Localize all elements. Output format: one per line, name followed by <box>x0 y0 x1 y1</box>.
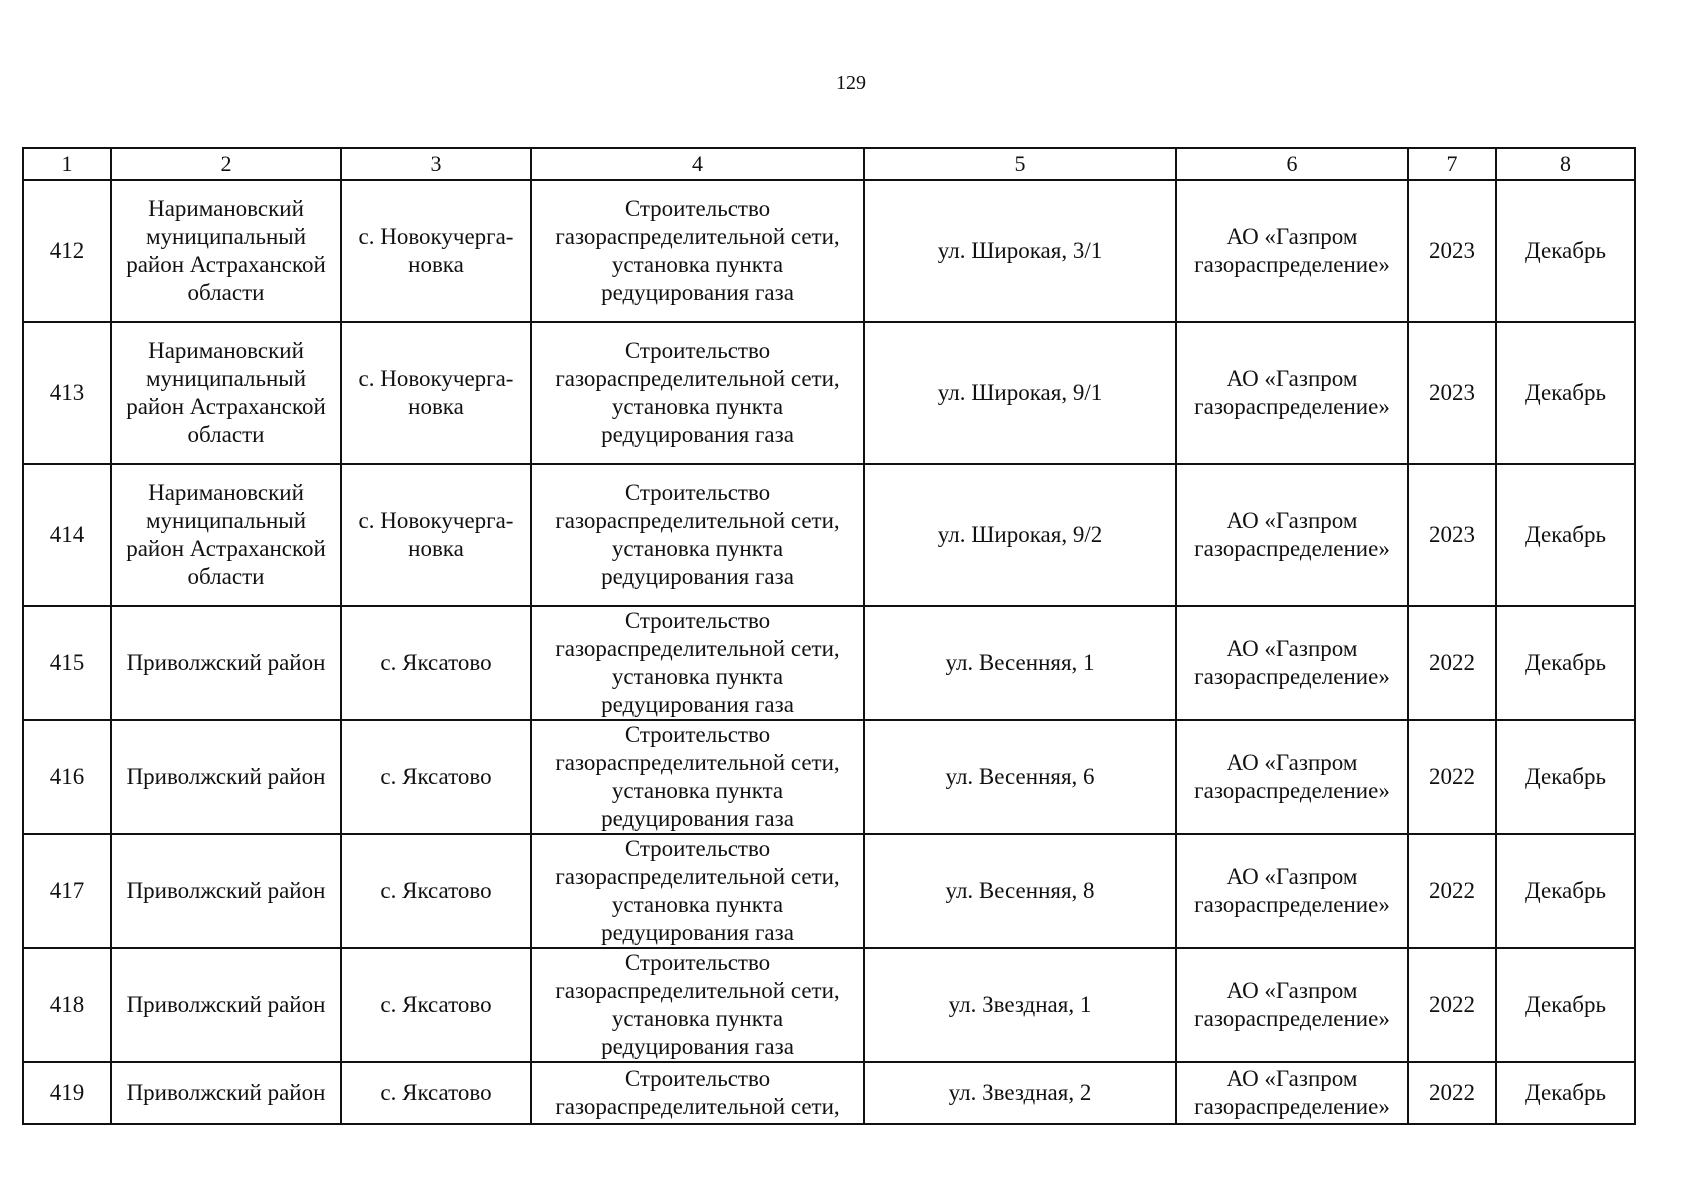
district-cell: Приволжский район <box>111 720 341 834</box>
column-header: 4 <box>531 148 864 180</box>
year-cell: 2022 <box>1408 720 1496 834</box>
table-row <box>23 322 1635 464</box>
column-header: 3 <box>341 148 531 180</box>
year-cell: 2022 <box>1408 834 1496 948</box>
address-cell: ул. Весенняя, 8 <box>864 834 1176 948</box>
organization-cell: АО «Газпром газораспределение» <box>1176 720 1408 834</box>
settlement-cell: с. Яксатово <box>341 948 531 1062</box>
row-number: 418 <box>23 948 111 1062</box>
table-row <box>23 720 1635 834</box>
row-number: 412 <box>23 180 111 322</box>
year-cell: 2023 <box>1408 464 1496 606</box>
address-cell: ул. Широкая, 9/1 <box>864 322 1176 464</box>
address-cell: ул. Весенняя, 6 <box>864 720 1176 834</box>
row-number: 415 <box>23 606 111 720</box>
organization-cell: АО «Газпром газораспределение» <box>1176 180 1408 322</box>
year-cell: 2023 <box>1408 322 1496 464</box>
address-cell: ул. Звездная, 1 <box>864 948 1176 1062</box>
month-cell: Декабрь <box>1496 720 1635 834</box>
year-cell: 2023 <box>1408 180 1496 322</box>
work-cell: Строительство газораспределительной сети, установка пункта редуцирования газа <box>531 948 864 1062</box>
settlement-cell: с. Яксатово <box>341 720 531 834</box>
organization-cell: АО «Газпром газораспределение» <box>1176 1062 1408 1124</box>
organization-cell: АО «Газпром газораспределение» <box>1176 834 1408 948</box>
year-cell: 2022 <box>1408 1062 1496 1124</box>
work-schedule-table <box>22 147 1636 1125</box>
month-cell: Декабрь <box>1496 606 1635 720</box>
district-cell: Приволжский район <box>111 606 341 720</box>
row-number: 417 <box>23 834 111 948</box>
table-row <box>23 464 1635 606</box>
address-cell: ул. Широкая, 9/2 <box>864 464 1176 606</box>
settlement-cell: с. Яксатово <box>341 1062 531 1124</box>
table-row <box>23 834 1635 948</box>
work-cell: Строительство газораспределительной сети, установка пункта редуцирования газа <box>531 180 864 322</box>
organization-cell: АО «Газпром газораспределение» <box>1176 464 1408 606</box>
month-cell: Декабрь <box>1496 322 1635 464</box>
work-cell: Строительство газораспределительной сети, установка пункта редуцирования газа <box>531 322 864 464</box>
work-cell: Строительство газораспределительной сети, <box>531 1062 864 1124</box>
column-header: 8 <box>1496 148 1635 180</box>
table-row <box>23 948 1635 1062</box>
table-row <box>23 606 1635 720</box>
district-cell: Приволжский район <box>111 834 341 948</box>
address-cell: ул. Звездная, 2 <box>864 1062 1176 1124</box>
row-number: 414 <box>23 464 111 606</box>
table-row <box>23 180 1635 322</box>
table-row <box>23 1062 1635 1124</box>
address-cell: ул. Весенняя, 1 <box>864 606 1176 720</box>
work-cell: Строительство газораспределительной сети, установка пункта редуцирования газа <box>531 834 864 948</box>
column-number-row <box>23 148 1635 180</box>
settlement-cell: с. Новокучерга-новка <box>341 180 531 322</box>
month-cell: Декабрь <box>1496 180 1635 322</box>
district-cell: Приволжский район <box>111 948 341 1062</box>
district-cell: Наримановский муниципальный район Астраханской области <box>111 180 341 322</box>
settlement-cell: с. Яксатово <box>341 606 531 720</box>
organization-cell: АО «Газпром газораспределение» <box>1176 322 1408 464</box>
month-cell: Декабрь <box>1496 834 1635 948</box>
organization-cell: АО «Газпром газораспределение» <box>1176 606 1408 720</box>
organization-cell: АО «Газпром газораспределение» <box>1176 948 1408 1062</box>
column-header: 7 <box>1408 148 1496 180</box>
row-number: 416 <box>23 720 111 834</box>
page-number: 129 <box>836 72 866 94</box>
settlement-cell: с. Яксатово <box>341 834 531 948</box>
month-cell: Декабрь <box>1496 948 1635 1062</box>
settlement-cell: с. Новокучерга-новка <box>341 322 531 464</box>
district-cell: Приволжский район <box>111 1062 341 1124</box>
year-cell: 2022 <box>1408 948 1496 1062</box>
column-header: 2 <box>111 148 341 180</box>
column-header: 1 <box>23 148 111 180</box>
work-cell: Строительство газораспределительной сети, установка пункта редуцирования газа <box>531 720 864 834</box>
district-cell: Наримановский муниципальный район Астраханской области <box>111 464 341 606</box>
column-header: 6 <box>1176 148 1408 180</box>
column-header: 5 <box>864 148 1176 180</box>
row-number: 419 <box>23 1062 111 1124</box>
district-cell: Наримановский муниципальный район Астраханской области <box>111 322 341 464</box>
work-cell: Строительство газораспределительной сети, установка пункта редуцирования газа <box>531 464 864 606</box>
work-cell: Строительство газораспределительной сети, установка пункта редуцирования газа <box>531 606 864 720</box>
year-cell: 2022 <box>1408 606 1496 720</box>
settlement-cell: с. Новокучерга-новка <box>341 464 531 606</box>
month-cell: Декабрь <box>1496 464 1635 606</box>
row-number: 413 <box>23 322 111 464</box>
month-cell: Декабрь <box>1496 1062 1635 1124</box>
address-cell: ул. Широкая, 3/1 <box>864 180 1176 322</box>
